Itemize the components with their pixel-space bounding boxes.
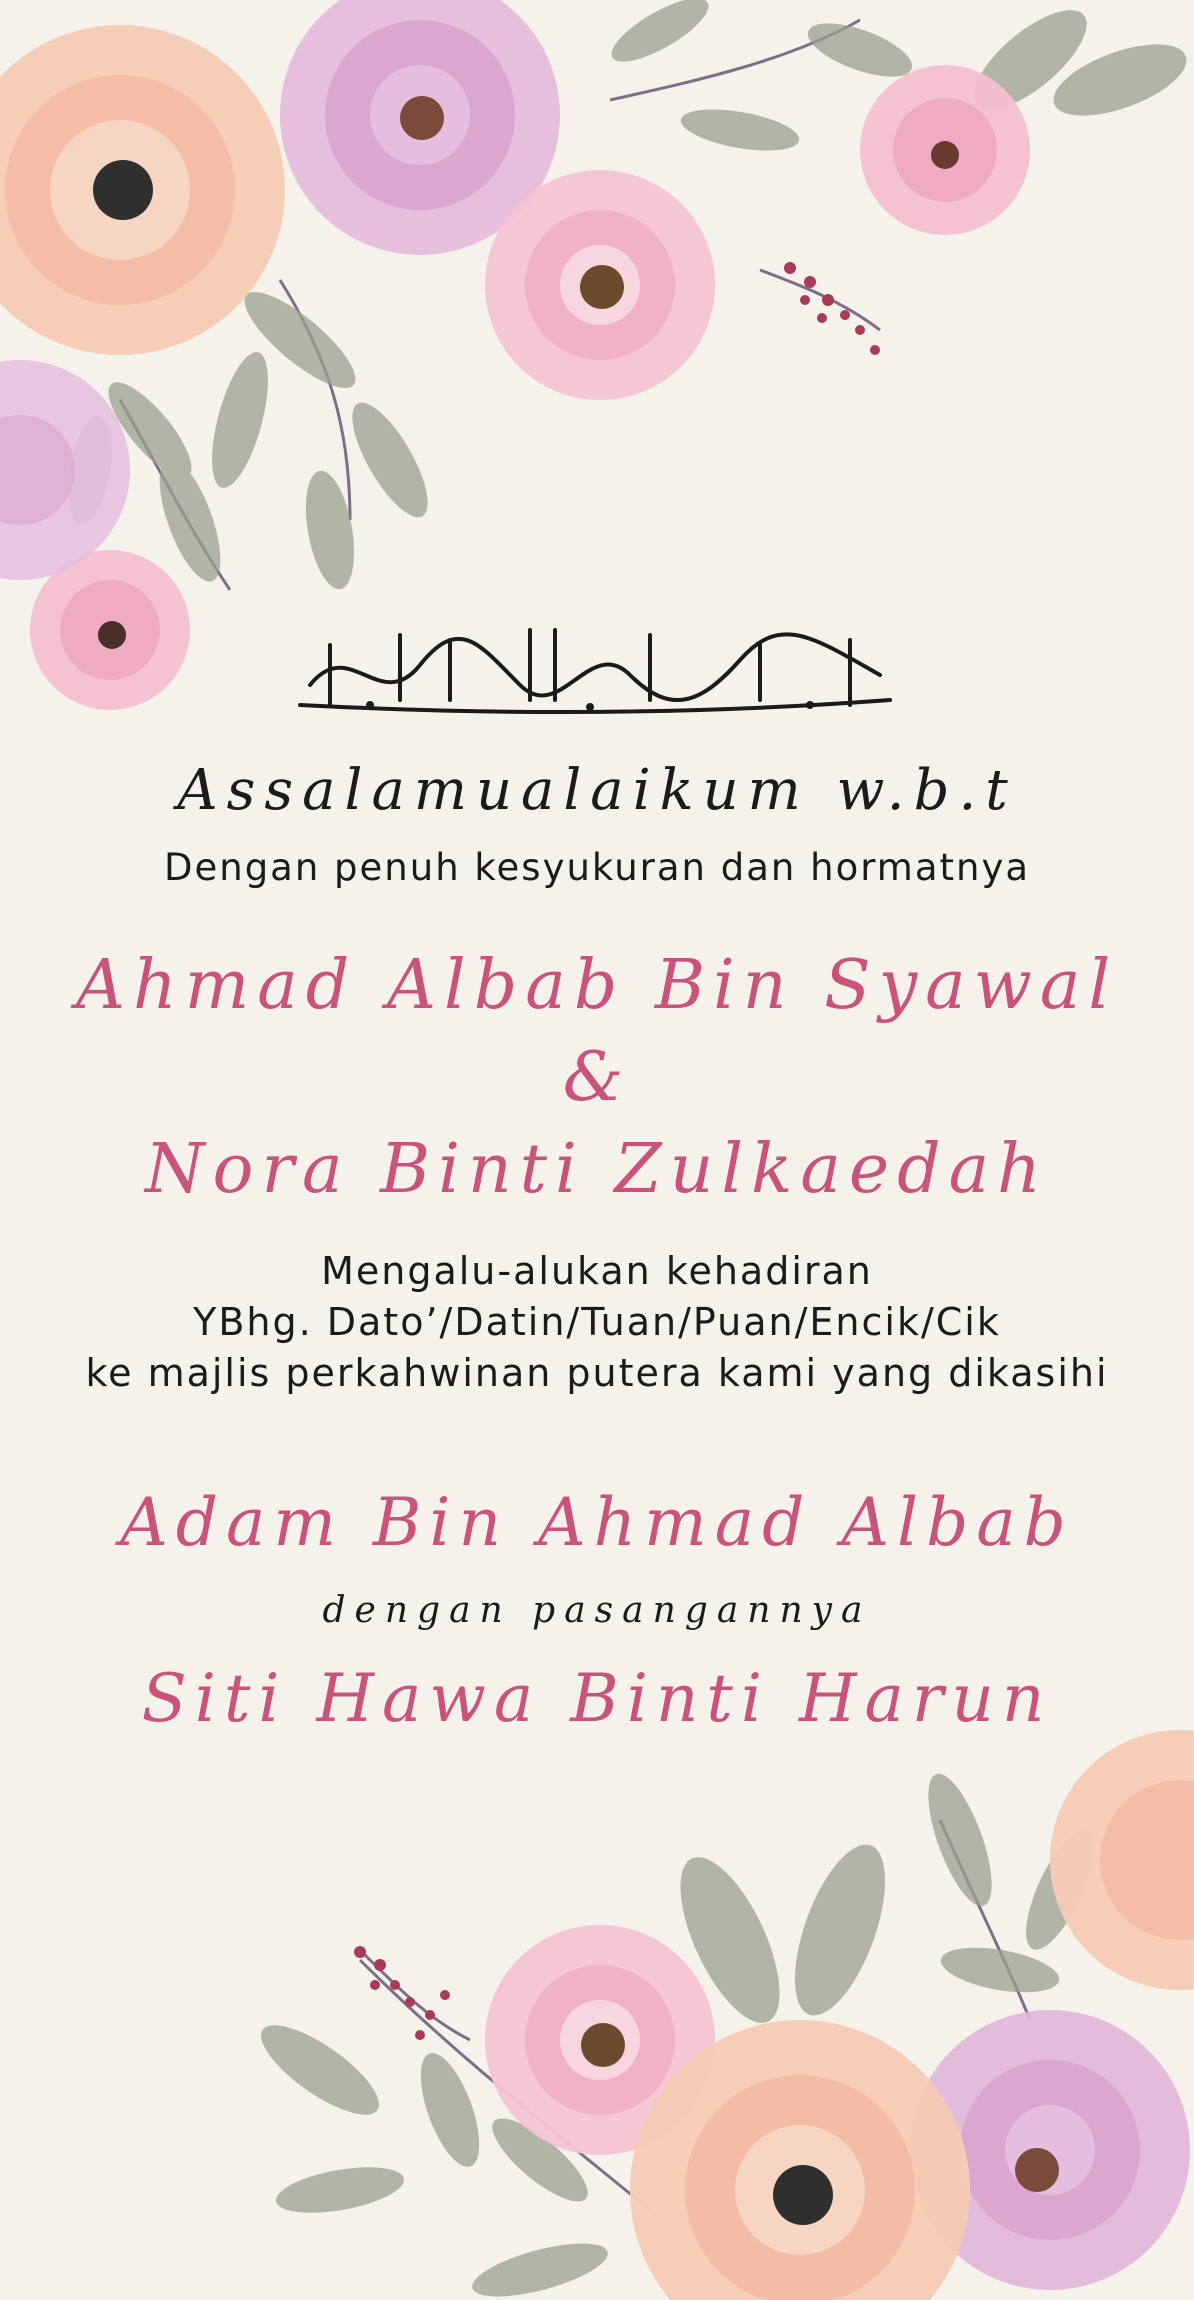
greeting-text: Assalamualaikum w.b.t — [177, 758, 1017, 823]
invite-line: YBhg. Dato’/Datin/Tuan/Puan/Encik/Cik — [193, 1300, 1001, 1344]
groom-name: Adam Bin Ahmad Albab — [120, 1484, 1074, 1561]
intro-text: Dengan penuh kesyukuran dan hormatnya — [163, 846, 1031, 889]
conjunction-text: dengan pasangannya — [322, 1590, 872, 1631]
host-mother-name: Nora Binti Zulkaedah — [145, 1130, 1049, 1209]
host-father-name: Ahmad Albab Bin Syawal — [75, 946, 1119, 1025]
bismillah-calligraphy — [290, 605, 900, 725]
bride-name: Siti Hawa Binti Harun — [141, 1660, 1053, 1737]
invite-line: ke majlis perkahwinan putera kami yang dikasihi — [85, 1351, 1109, 1395]
invitation-text-block — [0, 1246, 1194, 1399]
ampersand: & — [562, 1038, 632, 1117]
host-parents-block — [0, 940, 1194, 1216]
bottom-floral-decoration — [0, 1690, 1194, 2300]
invite-line: Mengalu-alukan kehadiran — [321, 1249, 873, 1293]
